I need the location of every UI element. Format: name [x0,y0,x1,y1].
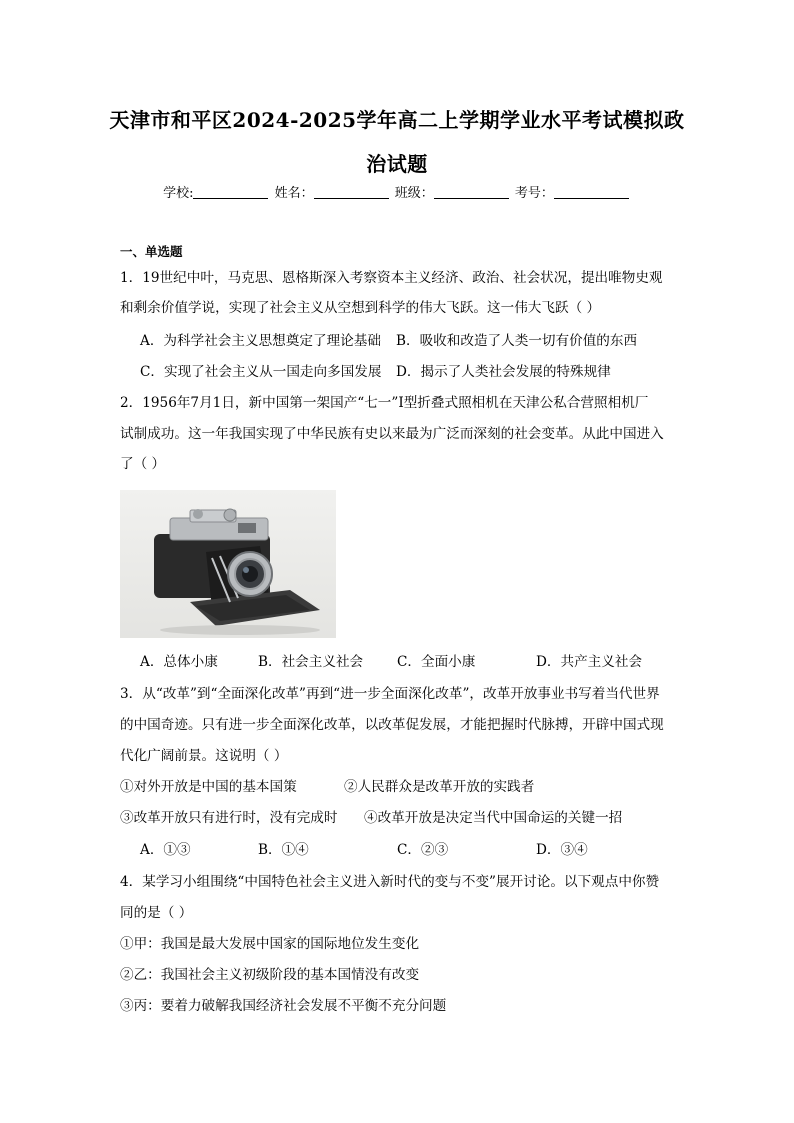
question-3-option-a[interactable]: A．①③ [140,842,191,858]
name-blank [314,185,389,199]
camera-illustration [120,490,336,638]
question-1-line-1: 1．19世纪中叶，马克思、恩格斯深入考察资本主义经济、政治、社会状况，提出唯物史观 [120,270,663,286]
class-blank [434,185,509,199]
question-3-statement-4: ④改革开放是决定当代中国命运的关键一招 [364,810,623,826]
question-1-option-a[interactable]: A．为科学社会主义思想奠定了理论基础 [140,333,381,349]
question-3-line-2: 的中国奇迹。只有进一步全面深化改革，以改革促发展，才能把握时代脉搏，开辟中国式现 [120,717,664,733]
question-1-option-d[interactable]: D．揭示了人类社会发展的特殊规律 [396,364,611,380]
question-3-option-c[interactable]: C．②③ [397,842,449,858]
question-4-statement-3: ③丙：要着力破解我国经济社会发展不平衡不充分问题 [120,998,447,1014]
question-2-option-a[interactable]: A．总体小康 [140,654,218,670]
question-2-option-d[interactable]: D．共产主义社会 [536,654,643,670]
question-3-statement-3: ③改革开放只有进行时，没有完成时 [120,810,338,826]
question-1-option-c[interactable]: C．实现了社会主义从一国走向多国发展 [140,364,382,380]
name-label: 姓名： [274,186,314,201]
section-title: 一、单选题 [120,244,183,259]
exam-number-blank [554,185,629,199]
question-1-option-b[interactable]: B．吸收和改造了人类一切有价值的东西 [396,333,638,349]
question-2-line-2: 试制成功。这一年我国实现了中华民族有史以来最为广泛而深刻的社会变革。从此中国进入 [120,426,664,442]
question-1-line-2: 和剩余价值学说，实现了社会主义从空想到科学的伟大飞跃。这一伟大飞跃（ ） [120,300,601,316]
school-blank [193,185,268,199]
exam-number-label: 考号： [514,186,554,201]
question-2-option-b[interactable]: B．社会主义社会 [258,654,364,670]
question-3-line-1: 3．从“改革”到“全面深化改革”再到“进一步全面深化改革”，改革开放事业书写着当代世界 [120,686,660,702]
question-4-statement-1: ①甲：我国是最大发展中国家的国际地位发生变化 [120,936,420,952]
class-label: 班级： [394,186,434,201]
exam-title-line-1: 天津市和平区2024-2025学年高二上学期学业水平考试模拟政 [109,108,685,132]
question-2-option-c[interactable]: C．全面小康 [397,654,476,670]
question-2-line-3: 了（ ） [120,456,166,472]
question-4-line-2: 同的是（ ） [120,905,193,921]
school-label: 学校: [163,186,194,201]
student-info-row [0,182,794,201]
camera-photo [120,490,336,638]
question-3-option-b[interactable]: B．①④ [258,842,309,858]
question-2-line-1: 2．1956年7月1日，新中国第一架国产“七一”I型折叠式照相机在天津公私合营照相机厂 [120,395,649,411]
question-3-option-d[interactable]: D．③④ [536,842,588,858]
question-4-line-1: 4．某学习小组围绕“中国特色社会主义进入新时代的变与不变”展开讨论。以下观点中你赞 [120,874,660,890]
question-3-statement-2: ②人民群众是改革开放的实践者 [344,779,535,795]
question-3-statement-1: ①对外开放是中国的基本国策 [120,779,297,795]
question-3-line-3: 代化广阔前景。这说明（ ） [120,748,288,764]
question-4-statement-2: ②乙：我国社会主义初级阶段的基本国情没有改变 [120,967,420,983]
exam-title-line-2: 治试题 [366,152,428,176]
